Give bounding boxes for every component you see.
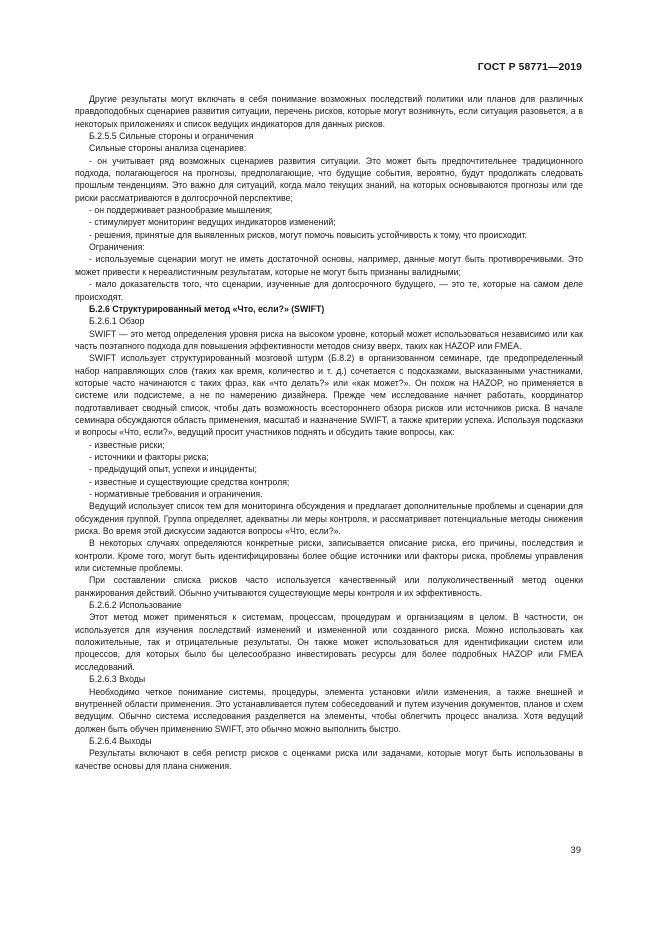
paragraph: Другие результаты могут включать в себя понимание возможных последствий политики или планов для различных правдоподобных сценариев развития ситуации, перечень рисков, которые могут возникнуть, если ситуация разовьется, а в некоторых приложениях и список ведущих индикаторов для данных рисков. xyxy=(75,94,583,129)
paragraph: - известные риски; xyxy=(89,439,165,450)
standard-header: ГОСТ Р 58771—2019 xyxy=(477,62,582,73)
paragraph: Б.2.6.2 Использование xyxy=(89,600,182,611)
paragraph: SWIFT — это метод определения уровня риска на высоком уровне, который может использоваться независимо или как часть поэтапного подхода для повышения эффективности методов снизу вверх, таких как HAZOP или FMEA. xyxy=(75,328,583,351)
paragraph: Сильные стороны анализа сценариев: xyxy=(89,143,247,154)
paragraph: - он учитывает ряд возможных сценариев развития ситуации. Это может быть предпочтительнее традиционного подхода, полагающегося на прогнозы, предполагающие, что будущие события, вероятно, будут продолжать следовать прошлым тенденциям. Это важно для ситуаций, когда мало текущих знаний, на которых основываются прогнозы или где риски рассматриваются в долгосрочной перспективе; xyxy=(75,155,583,203)
paragraph: - решения, принятые для выявленных рисков, могут помочь повысить устойчивость к тому, что происходит. xyxy=(89,229,528,240)
paragraph: При составлении списка рисков часто используется качественный или полуколичественный метод оценки ранжирования действий. Обычно учитываются существующие меры контроля и их эффективность. xyxy=(75,575,583,598)
paragraph: Б.2.6 Структурированный метод «Что, если?» (SWIFT) xyxy=(89,303,325,314)
paragraph: Ведущий использует список тем для мониторинга обсуждения и предлагает дополнительные проблемы и сценарии для обсуждения группой. Группа определяет, адекватны ли меры контроля, и рассматривает потенциальные методы снижения риска. Во время этой дискуссии задаются вопросы «Что, если?». xyxy=(75,501,583,537)
paragraph: Результаты включают в себя регистр рисков с оценками риска или задачами, которые могут быть использованы в качестве основы для плана снижения. xyxy=(75,748,583,771)
paragraph: Необходимо четкое понимание системы, процедуры, элемента установки и/или изменения, а также внешней и внутренней области применения. Это устанавливается путем собеседований и путем изучения документов, планов и схем ведущим. Обычно система исследования разделяется на элементы, чтобы облегчить процесс анализа. Хотя ведущий должен быть обучен применению SWIFT, это обычно можно выполнить быстро. xyxy=(75,686,583,734)
paragraph: - известные и существующие средства контроля; xyxy=(89,476,290,487)
paragraph: - предыдущий опыт, успехи и инциденты; xyxy=(89,464,257,475)
paragraph: Б.2.6.1 Обзор xyxy=(89,316,145,327)
page-number: 39 xyxy=(570,845,581,856)
paragraph: - мало доказательств того, что сценарии, изученные для долгосрочного будущего, — это те, которые на самом деле происходят. xyxy=(75,279,583,302)
paragraph: Этот метод может применяться к системам, процессам, процедурам и организациям в целом. В частности, он используется для изучения последствий изменений и измененной или созданного риска. Можно использовать как положительные, так и отрицательные результаты. Он также может использоваться для идентификации систем или процессов, для которых было бы целесообразно инвестировать ресурсы для более подробных HAZOP или FMEA исследований. xyxy=(75,612,583,672)
paragraph: Б.2.6.4 Выходы xyxy=(89,735,152,746)
paragraph: - нормативные требования и ограничения. xyxy=(89,489,263,499)
body-text xyxy=(75,93,583,772)
paragraph: В некоторых случаях определяются конкретные риски, записывается описание риска, его причины, последствия и контроли. Кроме того, могут быть идентифицированы более общие источники или факторы риска, проблемы управления или системные проблемы. xyxy=(75,538,583,574)
paragraph: - стимулирует мониторинг ведущих индикаторов изменений; xyxy=(89,217,336,228)
paragraph: - источники и факторы риска; xyxy=(89,451,209,462)
paragraph: - используемые сценарии могут не иметь достаточной основы, например, данные могут быть противоречивыми. Это может привести к нереалистичным результатам, которые не могут быть признаны валидными; xyxy=(75,254,583,277)
paragraph: Ограничения: xyxy=(89,242,145,253)
paragraph: - он поддерживает разнообразие мышления; xyxy=(89,205,273,216)
paragraph: Б.2.6.3 Входы xyxy=(89,674,146,685)
paragraph: Б.2.5.5 Сильные стороны и ограничения xyxy=(89,131,254,142)
paragraph: SWIFT использует структурированный мозговой штурм (Б.8.2) в организованном семинаре, где предопределенный набор направляющих слов (таких как время, количество и т. д.) сочетается с подсказками, высказанными участниками, которые часто начинаются с таких фраз, как «что делать?» или «как может?». Он похож на HAZOP, но применяется в системе или подсистеме, а не по намерению дизайнера. Прежде чем исследование начнет работать, координатор подготавливает сводный список, чтобы дать возможность всестороннего обзора рисков или источников риска. В начале семинара обсуждаются область применения, масштаб и назначение SWIFT, а также критерии успеха. Используя подсказки и вопросы «Что, если?», ведущий просит участников поднять и обсудить такие вопросы, как: xyxy=(75,353,583,438)
